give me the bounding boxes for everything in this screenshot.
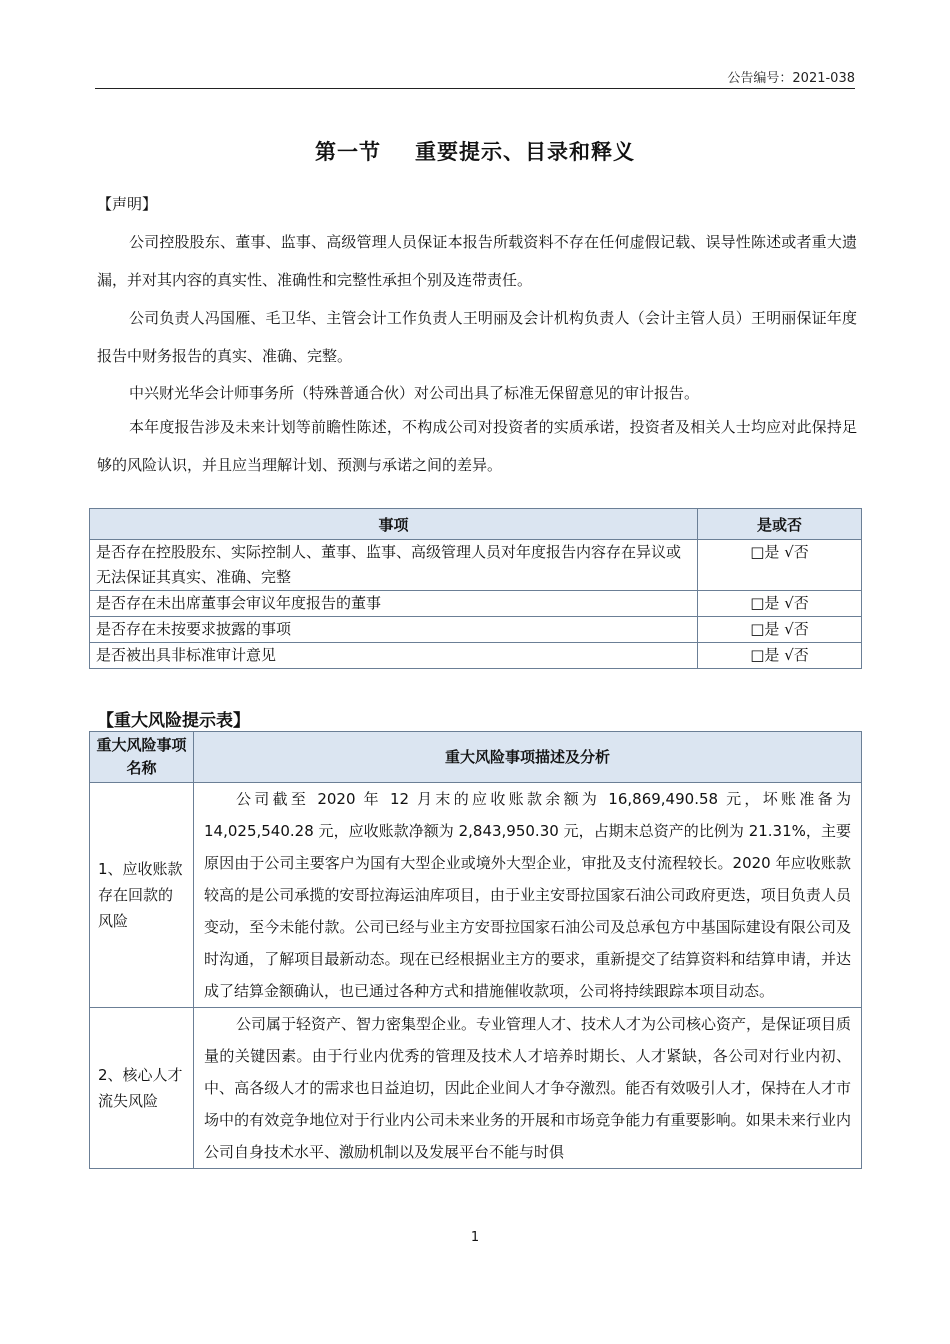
statement-heading: 【声明】 — [97, 195, 158, 213]
matter-answer: □是 √否 — [698, 591, 862, 617]
risk-header-name: 重大风险事项名称 — [90, 732, 194, 783]
table-row — [90, 540, 862, 591]
statement-paragraph: 公司控股股东、董事、监事、高级管理人员保证本报告所载资料不存在任何虚假记载、误导性陈述或者重大遗漏，并对其内容的真实性、准确性和完整性承担个别及连带责任。 — [97, 233, 857, 289]
risk-header-desc: 重大风险事项描述及分析 — [194, 732, 862, 783]
risk-description: 公司截至 2020 年 12 月末的应收账款余额为 16,869,490.58 元，坏账准备为 14,025,540.28 元，应收账款净额为 2,843,950.30 元，占期末总资产的比例为 21.31%，主要原因由于公司主要客户为国有大型企业或境外大型企业，审批及支付流程较长。2020 年应收账款较高的是公司承揽的安哥拉海运油库项目，由于业主安哥拉国家石油公司政府更迭，项目负责人员变动，至今未能付款。公司已经与业主方安哥拉国家石油公司及总承包方中基国际建设有限公司及时沟通，了解项目最新动态。现在已经根据业主方的要求，重新提交了结算资料和结算申请，并达成了结算金额确认，也已通过各种方式和措施催收款项，公司将持续跟踪本项目动态。 — [194, 783, 862, 1008]
matters-header-answer: 是或否 — [698, 509, 862, 540]
matter-answer: □是 √否 — [698, 643, 862, 669]
matter-item: 是否被出具非标准审计意见 — [90, 643, 698, 669]
risk-name: 1、应收账款存在回款的风险 — [90, 783, 194, 1008]
statement-paragraph: 公司负责人冯国雁、毛卫华、主管会计工作负责人王明丽及会计机构负责人（会计主管人员）王明丽保证年度报告中财务报告的真实、准确、完整。 — [97, 309, 857, 365]
section-heading: 重要提示、目录和释义 — [415, 140, 635, 164]
announcement-code: 公告编号：2021-038 — [727, 71, 855, 86]
statement-paragraph: 中兴财光华会计师事务所（特殊普通合伙）对公司出具了标准无保留意见的审计报告。 — [129, 384, 700, 402]
matters-header-item: 事项 — [90, 509, 698, 540]
risk-table-title: 【重大风险提示表】 — [97, 711, 250, 731]
matter-item: 是否存在控股股东、实际控制人、董事、监事、高级管理人员对年度报告内容存在异议或无法保证其真实、准确、完整 — [90, 540, 698, 591]
matter-answer: □是 √否 — [698, 617, 862, 643]
risk-table — [89, 731, 862, 1169]
matter-answer: □是 √否 — [698, 540, 862, 591]
statement-paragraph: 本年度报告涉及未来计划等前瞻性陈述，不构成公司对投资者的实质承诺，投资者及相关人士均应对此保持足够的风险认识，并且应当理解计划、预测与承诺之间的差异。 — [97, 418, 857, 474]
page-number: 1 — [470, 1230, 480, 1245]
table-row — [90, 1008, 862, 1169]
section-title — [0, 136, 950, 166]
table-row — [90, 643, 862, 669]
matter-item: 是否存在未按要求披露的事项 — [90, 617, 698, 643]
matter-item: 是否存在未出席董事会审议年度报告的董事 — [90, 591, 698, 617]
table-row — [90, 617, 862, 643]
risk-description: 公司属于轻资产、智力密集型企业。专业管理人才、技术人才为公司核心资产，是保证项目质量的关键因素。由于行业内优秀的管理及技术人才培养时期长、人才紧缺，各公司对行业内初、中、高各级人才的需求也日益迫切，因此企业间人才争夺激烈。能否有效吸引人才，保持在人才市场中的有效竞争地位对于行业内公司未来业务的开展和市场竞争能力有重要影响。如果未来行业内公司自身技术水平、激励机制以及发展平台不能与时俱 — [194, 1008, 862, 1169]
risk-name: 2、核心人才流失风险 — [90, 1008, 194, 1169]
table-row — [90, 783, 862, 1008]
section-number: 第一节 — [315, 140, 381, 164]
matters-table — [89, 508, 862, 669]
table-row — [90, 591, 862, 617]
header-divider — [95, 88, 855, 89]
